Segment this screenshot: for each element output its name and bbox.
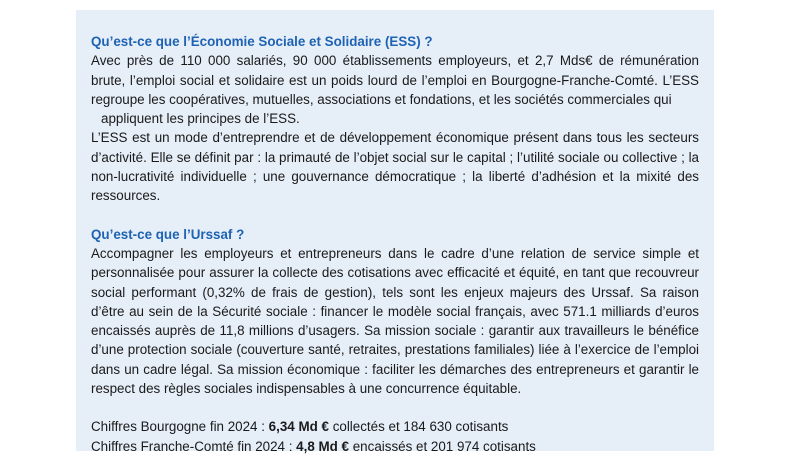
figures-bourgogne-label: Chiffres Bourgogne fin 2024 : (91, 419, 269, 435)
ess-heading: Qu’est-ce que l’Économie Sociale et Solidaire (ESS) ? (91, 34, 433, 49)
urssaf-heading: Qu’est-ce que l’Urssaf ? (91, 226, 245, 242)
figures-franche-rest: encaissés et 201 974 cotisants (349, 438, 536, 454)
ess-paragraph-1: Avec près de 110 000 salariés, 90 000 établissements employeurs, et 2,7 Mds€ de rémunération brute, l’emploi social et solidaire est un poids lourd de l’emploi en Bourgogne-Franche-Comté. L’ESS regroupe les coopératives, mutuelles, associations et fondations, et les sociétés commerciales qui (91, 53, 699, 107)
ess-paragraph-1-end: appliquent les principes de l’ESS. (101, 111, 300, 127)
figures-bourgogne-amount: 6,34 Md € (268, 419, 329, 435)
figures-bourgogne-rest: collectés et 184 630 cotisants (328, 419, 509, 435)
info-box-content (91, 32, 699, 456)
figures-franche-label: Chiffres Franche-Comté fin 2024 : (91, 438, 297, 454)
urssaf-paragraph: Accompagner les employeurs et entrepreneurs dans le cadre d’une relation de service simple et personnalisée pour assurer la collecte des cotisations avec efficacité et équité, en tant que recouvreur social performant (0,32% de frais de gestion), tels sont les enjeux majeurs des Urssaf. Sa raison d’être au sein de la Sécurité sociale : financer le modèle social français, avec 571.1 milliards d’euros encaissés auprès de 11,8 millions d’usagers. Sa mission sociale : garantir aux travailleurs le bénéfice d’une protection sociale (couverture santé, retraites, prestations familiales) liée à l’exercice de l’emploi dans un cadre légal. Sa mission économique : faciliter les démarches des entrepreneurs et garantir le respect des règles sociales indispensables à une concurrence équitable. (91, 245, 699, 397)
spacer (91, 398, 699, 417)
figures-franche-comte (91, 437, 699, 456)
spacer (91, 206, 699, 225)
figures-franche-amount: 4,8 Md € (296, 438, 350, 454)
ess-paragraph-2: L’ESS est un mode d’entreprendre et de développement économique présent dans tous les secteurs d’activité. Elle se définit par : la primauté de l’objet social sur le capital ; l’utilité sociale ou collective ; la non-lucrativité individuelle ; une gouvernance démocratique ; la liberté d’adhésion et la mixité des ressources. (91, 130, 699, 204)
figures-bourgogne (91, 417, 699, 436)
